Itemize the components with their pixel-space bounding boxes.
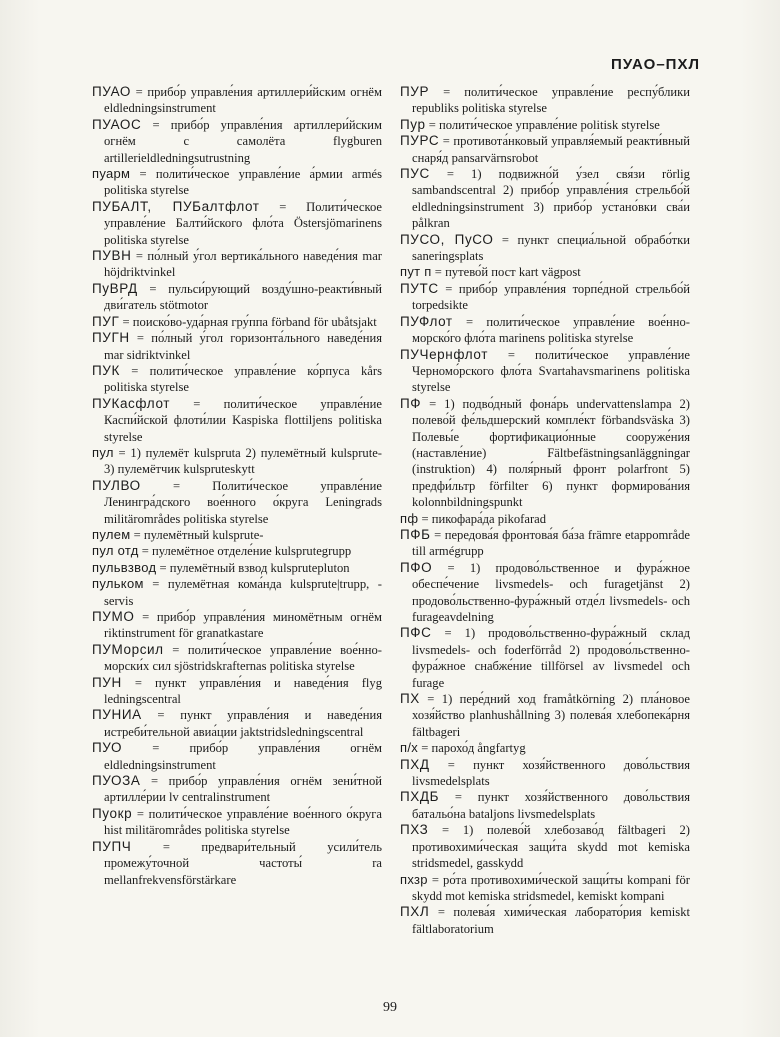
dictionary-entry [400, 625, 690, 691]
dictionary-entry [92, 675, 382, 708]
dictionary-entry [400, 691, 690, 740]
entry-headword: пф [400, 510, 419, 526]
entry-headword: пульвзвод [92, 559, 157, 575]
entry-definition: пункт специа́льной обрабо́тки saneringsplats [412, 232, 690, 264]
entry-definition: парохо́д ångfartyg [431, 741, 526, 756]
dictionary-entry [400, 789, 690, 822]
dictionary-entry [92, 806, 382, 839]
entry-headword: ПУТС [400, 280, 439, 296]
entry-headword: ПУМО [92, 609, 135, 624]
entry-definition: 1) пулемёт kulspruta 2) пулемётный kulsprute- 3) пулемётчик kulspruteskytt [104, 445, 382, 477]
entry-definition: пульси́рующий возду́шно-реакти́вный дви́гатель stötmotor [104, 281, 382, 313]
entry-headword: ПФО [400, 559, 433, 575]
entry-separator: = [113, 445, 131, 460]
entry-separator: = [452, 314, 487, 329]
entry-headword: ПуВРД [92, 280, 138, 296]
entry-definition: пункт управле́ния и наведе́ния flyg ledningscentral [104, 675, 382, 707]
entry-definition: полити́ческое управле́ние вое́нно-морски́х сил sjöstridskrafternas politiska styrelse [104, 642, 382, 674]
entry-separator: = [428, 823, 463, 838]
dictionary-entry [400, 872, 690, 905]
entry-headword: ПУКасфлот [92, 395, 171, 411]
entry-definition: пулемётный взвод kulsprutepluton [169, 560, 350, 575]
entry-separator: = [421, 396, 445, 411]
entry-definition: прибо́р управле́ния огнём eldledningsinstrument [104, 741, 383, 772]
entry-headword: пул [92, 444, 114, 460]
dictionary-entry [400, 511, 690, 527]
entry-definition: полити́ческое управле́ние Каспи́йской флоти́лии Kaspiska flottiljens politiska styrelse [104, 396, 382, 444]
entry-headword: ПУЧернфлот [400, 346, 488, 362]
dictionary-entry [92, 478, 382, 527]
entry-separator: = [430, 527, 445, 542]
entry-separator: = [131, 839, 202, 854]
entry-separator: = [418, 741, 432, 756]
entry-headword: Пуокр [92, 805, 133, 821]
entry-definition: пикофара́да pikofarad [431, 511, 547, 526]
entry-definition: полити́ческое управле́ние вое́нного о́круга hist militärområdes politiska styrelse [104, 806, 383, 838]
entry-separator: = [431, 626, 465, 641]
entry-definition: прибо́р управле́ния миномётным огнём riktinstrument för granatkastare [104, 610, 382, 641]
entry-definition: 1) полево́й хлебозаво́д fältbageri 2) противохими́ческая защи́та skydd mot kemiska stridsmedel, gasskydd [412, 823, 690, 871]
entry-headword: ПУОЗА [92, 773, 141, 789]
entry-headword: ПУГ [92, 313, 120, 329]
entry-separator: = [156, 560, 170, 575]
entry-separator: = [259, 199, 307, 214]
entry-definition: пулемётный kulsprute- [143, 527, 264, 542]
entry-definition: пункт хозя́йственного дово́льствия батальо́на bataljons livsmedelsplats [412, 790, 690, 821]
dictionary-entry [400, 396, 690, 511]
entry-separator: = [493, 232, 518, 247]
entry-separator: = [427, 872, 444, 887]
entry-headword: пхзр [400, 871, 428, 887]
entry-headword: ПУН [92, 674, 122, 690]
entry-separator: = [418, 511, 432, 526]
entry-separator: = [134, 610, 157, 624]
entry-headword: ПУР [400, 84, 430, 99]
entry-headword: ПУБАЛТ, ПУБалтфлот [92, 198, 260, 214]
entry-definition: 1) подво́дный фона́рь undervattenslampa 2) полево́й фе́льдшерский компле́кт förbandsväska 3) Полевы́е фортификацио́нные сооруже́ния (наставле́ние) Fältbefästningsanläggningar (instruktion) 4) поля́рный фронт polarfront 5) предфи́льтр förfilter 6) пункт формирова́ния kolonnbildningspunkt [412, 396, 690, 510]
entry-definition: пулемётное отделе́ние kulsprutegrupp [152, 544, 352, 559]
dictionary-entry [92, 445, 382, 478]
entry-headword: пульком [92, 576, 144, 592]
entry-definition: полити́ческое управле́ние ко́рпуса kårs politiska styrelse [104, 363, 382, 395]
entry-headword: ПУО [92, 740, 123, 756]
entry-headword: ПУС [400, 166, 430, 182]
entry-definition: прибо́р управле́ния артиллери́йским огнём с самолёта flygburen artillerieldledningsutrustning [104, 117, 382, 165]
right-column [400, 84, 690, 937]
entry-definition: пункт управле́ния и наведе́ния истреби́тельной авиа́ции jaktstridsledningscentral [104, 708, 382, 739]
entry-definition: полити́ческое управле́ние вое́нно-морско́го фло́та marinens politiska styrelse [412, 314, 690, 346]
entry-headword: пулем [92, 526, 131, 542]
dictionary-entry [400, 757, 690, 790]
dictionary-entry [400, 740, 690, 756]
entry-separator: = [121, 675, 155, 690]
dictionary-entry [400, 560, 690, 626]
entry-separator: = [419, 692, 442, 707]
entry-headword: ПУВН [92, 248, 132, 264]
entry-separator: = [119, 363, 150, 378]
entry-definition: Полити́ческое управле́ние Балти́йского фло́та Östersjömarinens politiska styrelse [104, 199, 382, 247]
entry-definition: полева́я хими́ческая лаборато́рия kemiskt fältlaboratorium [412, 905, 690, 936]
entry-definition: 1) подвижно́й у́зел свя́зи rörlig sambandscentral 2) прибо́р управле́ния стрельбо́й eldledningsinstrument 3) прибо́р устано́вки сва́и pålkran [412, 167, 690, 231]
entry-headword: ПФБ [400, 526, 431, 542]
entry-headword: ПХЗ [400, 822, 429, 838]
page-number: 99 [383, 1000, 397, 1015]
entry-separator: = [140, 774, 169, 789]
entry-separator: = [425, 117, 440, 132]
entry-separator: = [429, 757, 474, 772]
entry-definition: 1) пере́дний ход framåtkörning 2) пла́новое хозя́йство planhushållning 3) полева́я хлебопека́рня fältbageri [412, 692, 690, 739]
entry-separator: = [130, 527, 144, 542]
entry-separator: = [429, 85, 465, 99]
dictionary-entry [92, 576, 382, 609]
dictionary-entry [92, 642, 382, 675]
entry-definition: полити́ческое управле́ние Черномо́рского фло́та Svartahavsmarinens politiska styrelse [412, 347, 690, 395]
entry-separator: = [439, 790, 478, 805]
dictionary-entry [92, 199, 382, 248]
entry-definition: поиско́во-уда́рная гру́ппа förband för ubåtsjakt [132, 314, 377, 329]
entry-headword: ПХЛ [400, 904, 430, 920]
dictionary-entry [92, 543, 382, 559]
dictionary-entry [400, 117, 690, 133]
entry-headword: ПУЛВО [92, 477, 141, 493]
entry-headword: ПУФлот [400, 313, 453, 329]
entry-headword: пул отд [92, 543, 139, 559]
entry-definition: противота́нковый управля́емый реакти́вный снаря́д pansarvärnsrobot [412, 134, 690, 165]
entry-separator: = [122, 741, 190, 756]
entry-separator: = [487, 347, 535, 362]
dictionary-entry [92, 560, 382, 576]
dictionary-entry [400, 314, 690, 347]
dictionary-entry [92, 314, 382, 330]
entry-separator: = [143, 577, 168, 592]
entry-separator: = [141, 117, 171, 132]
entry-headword: ПУСО, ПуСО [400, 231, 494, 247]
entry-headword: п/х [400, 740, 419, 756]
dictionary-entry [400, 166, 690, 232]
entry-headword: ПХДБ [400, 789, 440, 805]
entry-definition: прибо́р управле́ния торпе́дной стрельбо́й torpedsikte [412, 281, 690, 313]
left-column [92, 84, 382, 888]
entry-definition: полити́ческое управле́ние респу́блики republiks politiska styrelse [412, 85, 690, 116]
entry-separator: = [132, 806, 149, 821]
dictionary-entry [92, 281, 382, 314]
entry-definition: 1) продово́льственное и фура́жное обеспе́чение livsmedels- och furagetjänst 2) продово́льственно-фура́жный отде́л livsmedels- och furageavdelning [412, 560, 690, 624]
entry-separator: = [131, 85, 148, 99]
entry-headword: ПУНИА [92, 707, 142, 723]
entry-definition: прибо́р управле́ния артиллери́йским огнём eldledningsinstrument [104, 85, 382, 116]
entry-headword: ПУГН [92, 330, 130, 346]
entry-headword: ПУАО [92, 84, 131, 99]
dictionary-entry [92, 773, 382, 806]
entry-headword: ПУМорсил [92, 641, 164, 657]
entry-separator: = [170, 396, 224, 411]
dictionary-entry [400, 822, 690, 871]
entry-separator: = [429, 905, 454, 920]
entry-separator: = [439, 134, 454, 149]
dictionary-entry [92, 84, 382, 117]
entry-separator: = [429, 167, 472, 182]
entry-separator: = [137, 281, 169, 296]
entry-definition: ро́та противохими́ческой защи́ты kompani för skydd mot kemiska stridsmedel, kemiskt kompani [412, 872, 690, 903]
entry-separator: = [141, 708, 181, 723]
entry-definition: Полити́ческое управле́ние Ленингра́дского вое́нного о́круга Leningrads militärområdes politiska styrelse [104, 478, 382, 526]
dictionary-entry [400, 904, 690, 937]
dictionary-entry [92, 707, 382, 740]
entry-separator: = [129, 331, 152, 346]
dictionary-entry [92, 363, 382, 396]
entry-headword: ПУРС [400, 133, 440, 149]
entry-headword: ПХ [400, 691, 420, 707]
entry-definition: по́лный у́гол горизонта́льного наведе́ния mar sidriktvinkel [104, 331, 382, 362]
entry-separator: = [131, 249, 148, 264]
entry-separator: = [119, 314, 133, 329]
entry-separator: = [138, 544, 153, 559]
entry-headword: ПХД [400, 756, 430, 772]
dictionary-entry [400, 347, 690, 396]
dictionary-entry [92, 248, 382, 281]
entry-definition: путево́й пост kart vägpost [445, 265, 581, 280]
dictionary-entry [92, 396, 382, 445]
dictionary-entry [92, 609, 382, 642]
dictionary-entry [400, 133, 690, 166]
entry-separator: = [163, 642, 188, 657]
entry-definition: 1) продово́льственно-фура́жный склад livsmedels- och foderförråd 2) продово́льственно-фура́жное снабже́ние tillförsel av livsmedel och furage [412, 626, 691, 690]
entry-definition: пункт хозя́йственного дово́льствия livsmedelsplats [412, 757, 690, 789]
entry-headword: ПУАОС [92, 116, 142, 132]
entry-headword: ПФ [400, 395, 422, 411]
dictionary-entry [92, 740, 382, 773]
dictionary-entry [92, 117, 382, 166]
entry-headword: пуарм [92, 166, 131, 182]
entry-headword: пут п [400, 264, 432, 280]
entry-headword: ПУК [92, 362, 120, 378]
entry-definition: полити́ческое управле́ние politisk styrelse [439, 117, 660, 132]
entry-definition: предвари́тельный усили́тель промежу́точной частоты́ ra mellanfrekvensförstärkare [104, 839, 382, 887]
dictionary-entry [92, 166, 382, 199]
entry-separator: = [140, 478, 213, 493]
dictionary-entry [400, 264, 690, 280]
entry-headword: Пур [400, 116, 426, 132]
entry-definition: прибо́р управле́ния огнём зени́тной артилле́рии lv centralinstrument [104, 774, 382, 805]
entry-headword: ПФС [400, 625, 432, 641]
dictionary-entry [92, 839, 382, 888]
entry-definition: по́лный у́гол вертика́льного наведе́ния mar höjdriktvinkel [104, 249, 382, 280]
entry-definition: передова́я фронтова́я ба́за främre etappområde till armégrupp [412, 527, 690, 559]
running-head: ПУАО–ПХЛ [611, 56, 700, 73]
entry-definition: полити́ческое управле́ние а́рмии armés politiska styrelse [104, 167, 382, 198]
dictionary-entry [92, 527, 382, 543]
entry-definition: пулемётная кома́нда kulsprute|trupp, -servis [104, 577, 382, 608]
entry-separator: = [130, 167, 156, 182]
dictionary-entry [400, 232, 690, 265]
entry-separator: = [438, 281, 459, 296]
entry-separator: = [431, 265, 446, 280]
dictionary-entry [400, 84, 690, 117]
dictionary-entry [400, 281, 690, 314]
entry-separator: = [432, 560, 470, 575]
dictionary-entry [92, 330, 382, 363]
dictionary-entry [400, 527, 690, 560]
entry-headword: ПУПЧ [92, 838, 132, 854]
